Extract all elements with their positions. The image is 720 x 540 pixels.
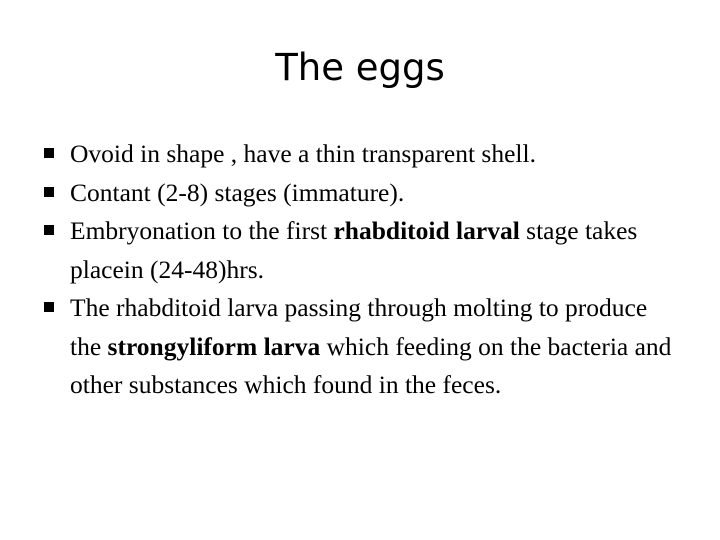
bullet-text: The rhabditoid larva passing through molting to produce the: [70, 293, 648, 361]
bullet-text: Embryonation to the first: [70, 216, 334, 245]
square-bullet-icon: [44, 148, 54, 158]
square-bullet-icon: [44, 302, 54, 312]
bullet-item-stages: [44, 174, 684, 213]
bullet-item-molting: [44, 289, 684, 405]
square-bullet-icon: [44, 225, 54, 235]
bullet-text: Contant (2-8) stages (immature).: [70, 177, 405, 207]
bullet-strong-text: strongyliform larva: [107, 331, 321, 361]
bullet-item-embryonation: [44, 212, 684, 289]
bullet-item-shape: [44, 135, 684, 174]
square-bullet-icon: [44, 187, 54, 197]
bullet-text: stage takes placein (24-48)hrs.: [70, 216, 638, 284]
slide-title: The eggs: [275, 46, 445, 89]
bullet-list: [44, 135, 684, 405]
bullet-text: Ovoid in shape , have a thin transparent shell.: [70, 139, 536, 168]
bullet-text: which feeding on the bacteria and other substances which found in the feces.: [70, 331, 672, 399]
bullet-strong-text: rhabditoid larval: [333, 216, 520, 245]
